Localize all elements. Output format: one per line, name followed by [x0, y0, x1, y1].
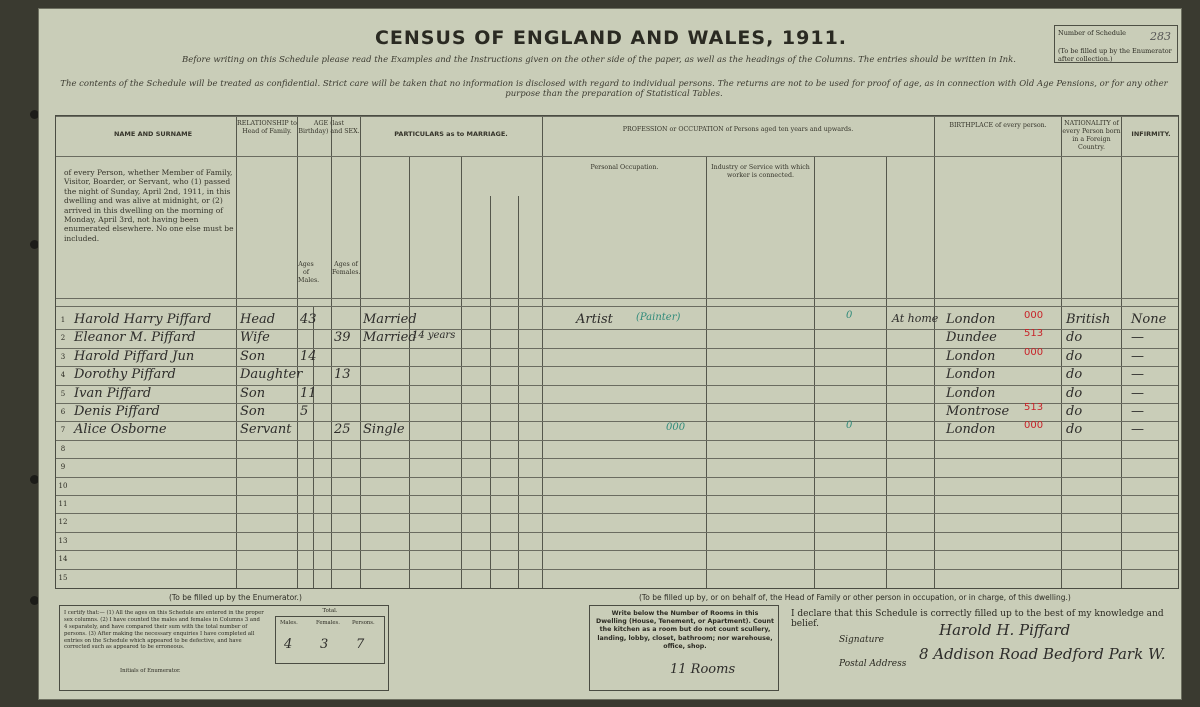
- code: 000: [1024, 346, 1044, 358]
- age-male: 11: [300, 385, 317, 401]
- birthplace: Montrose: [946, 404, 1010, 419]
- row-number: 5: [60, 389, 66, 398]
- row-line: [56, 366, 1178, 367]
- row-number: 10: [58, 481, 68, 490]
- infirmity: —: [1131, 385, 1144, 401]
- age-male: 14: [300, 348, 317, 364]
- total-title: Total.: [322, 608, 338, 614]
- males-label: Males.: [280, 620, 298, 626]
- person-name: Eleanor M. Piffard: [74, 330, 196, 346]
- census-table: [55, 115, 1179, 589]
- row-line: [56, 421, 1178, 422]
- relationship: Son: [240, 404, 266, 419]
- infirmity: —: [1131, 348, 1144, 364]
- code: 513: [1024, 328, 1044, 340]
- schedule-sub: (To be filled up by the Enumerator after collection.): [1058, 47, 1172, 63]
- initials-label: Initials of Enumerator.: [120, 668, 181, 674]
- nationality: do: [1066, 385, 1083, 401]
- address-label: Postal Address: [839, 659, 907, 669]
- header-males: Ages of Males.: [298, 261, 320, 284]
- person-name: Harold Piffard Jun: [74, 348, 195, 364]
- signature: Harold H. Piffard: [939, 621, 1071, 639]
- header-name-sub: of every Person, whether Member of Family, Visitor, Boarder, or Servant, who (1) passed the night of Sunday, April 2nd, 1911, in this dwelling and was alive at midnight, or (2) arrived in this dwelling on the morning of Monday, April 3rd, not having been enumerated elsewhere. No one else must be included.: [64, 168, 234, 243]
- certify-text: I certify that:— (1) All the ages on this Schedule are entered in the proper sex columns. (2) I have counted the males and females in Columns 3 and 4 separately, and have compared their sum with the total number of persons. (3) After making the necessary enquiries I have completed all entries on the Schedule which appeared to be defective, and have corrected such as appeared to be erroneous.: [64, 610, 264, 651]
- enumerator-label: (To be filled up by the Enumerator.): [169, 593, 302, 602]
- row-number: 14: [58, 555, 68, 564]
- rooms-value: 11 Rooms: [670, 662, 736, 677]
- row-line: [56, 550, 1178, 551]
- code: 000: [1024, 310, 1044, 321]
- row-number: 8: [60, 444, 66, 453]
- nationality: British: [1066, 312, 1111, 327]
- person-name: Harold Harry Piffard: [74, 312, 212, 327]
- relationship: Servant: [240, 422, 292, 438]
- row-number: 12: [58, 518, 68, 527]
- row-line: [56, 569, 1178, 570]
- header-females: Ages of Females.: [332, 261, 361, 276]
- nationality: do: [1066, 330, 1083, 346]
- infirmity: None: [1131, 312, 1167, 327]
- signature-label: Signature: [839, 635, 885, 645]
- person-name: Denis Piffard: [74, 404, 160, 419]
- totals-table: [275, 616, 385, 664]
- enumerator-box: [59, 605, 389, 691]
- code: 000: [1024, 420, 1044, 432]
- marital-status: Married: [363, 312, 417, 327]
- row-line: [56, 458, 1178, 459]
- header-age: AGE (last Birthday) and SEX.: [298, 120, 360, 135]
- confidential-note: The contents of the Schedule will be treated as confidential. Strict care will be taken that no information is disclosed with regard to individual persons. The returns are not to be used for proof of age, as in connection with Old Age Pensions, or for any other purpose than the preparation of Statistical Tables.: [60, 79, 1168, 99]
- relationship: Head: [240, 312, 276, 327]
- header-profession: PROFESSION or OCCUPATION of Persons aged ten years and upwards.: [622, 126, 854, 133]
- row-number: 15: [58, 573, 68, 582]
- age-female: 39: [334, 330, 351, 346]
- relationship: Daughter: [240, 367, 303, 383]
- row-line: [56, 513, 1178, 514]
- infirmity: —: [1131, 330, 1144, 346]
- females-label: Females.: [316, 620, 340, 626]
- row-number: 6: [60, 408, 66, 416]
- row-number: 4: [60, 371, 66, 380]
- birthplace: London: [946, 385, 996, 401]
- total-females: 3: [320, 637, 329, 652]
- row-number: 7: [60, 426, 66, 435]
- status-code: 0: [846, 310, 853, 321]
- occupation: Artist: [576, 312, 613, 327]
- persons-label: Persons.: [352, 620, 375, 626]
- birthplace: London: [946, 422, 996, 438]
- row-line: [56, 385, 1178, 386]
- row-number: 1: [60, 316, 66, 324]
- age-male: 5: [300, 404, 309, 419]
- total-persons: 7: [356, 637, 365, 652]
- years-married: 14 years: [412, 330, 456, 342]
- header-infirmity: INFIRMITY.: [1131, 130, 1171, 138]
- nationality: do: [1066, 422, 1083, 438]
- birthplace: London: [946, 367, 996, 383]
- relationship: Son: [240, 385, 266, 401]
- row-line: [56, 440, 1178, 441]
- instruction-note: Before writing on this Schedule please read the Examples and the Instructions given on the other side of the paper, as well as the headings of the Columns. The entries should be written in Ink.: [181, 55, 1017, 65]
- occupation-code: 000: [666, 422, 686, 434]
- person-name: Alice Osborne: [74, 422, 167, 438]
- nationality: do: [1066, 348, 1083, 364]
- at-home: At home: [892, 312, 939, 325]
- header-marriage: PARTICULARS as to MARRIAGE.: [394, 130, 508, 138]
- schedule-label: Number of Schedule: [1058, 29, 1127, 37]
- postal-address: 8 Addison Road Bedford Park W.: [919, 645, 1166, 663]
- header-industry: Industry or Service with which worker is connected.: [711, 164, 810, 179]
- marital-status: Married: [363, 330, 417, 346]
- row-number: 2: [60, 334, 66, 343]
- relationship: Son: [240, 348, 266, 364]
- declaration: I declare that this Schedule is correctly filled up to the best of my knowledge and belief.: [791, 609, 1164, 629]
- header-birthplace: BIRTHPLACE of every person.: [949, 122, 1047, 129]
- birthplace: London: [946, 348, 996, 364]
- census-schedule: [38, 8, 1182, 700]
- nationality: do: [1066, 367, 1083, 383]
- row-line: [56, 532, 1178, 533]
- row-line: [56, 329, 1178, 330]
- infirmity: —: [1131, 367, 1144, 383]
- row-number: 11: [58, 500, 68, 508]
- infirmity: —: [1131, 422, 1144, 438]
- row-line: [56, 348, 1178, 349]
- infirmity: —: [1131, 404, 1144, 419]
- person-name: Dorothy Piffard: [74, 367, 176, 383]
- header-nationality: NATIONALITY of every Person born in a Foreign Country.: [1062, 120, 1121, 151]
- nationality: do: [1066, 404, 1083, 419]
- row-line: [56, 495, 1178, 496]
- age-male: 43: [300, 312, 317, 327]
- person-name: Ivan Piffard: [74, 385, 152, 401]
- total-males: 4: [284, 637, 293, 652]
- row-line: [56, 477, 1178, 478]
- rooms-text: Write below the Number of Rooms in this Dwelling (House, Tenement, or Apartment). Count the kitchen as a room but do not count scullery, landing, lobby, closet, bathroom; nor warehouse, office, shop.: [596, 610, 775, 650]
- row-line: [56, 403, 1178, 404]
- birthplace: Dundee: [946, 330, 997, 346]
- page-title: CENSUS OF ENGLAND AND WALES, 1911.: [374, 27, 848, 49]
- age-female: 25: [334, 422, 351, 438]
- header-relationship: RELATIONSHIP to Head of Family.: [237, 120, 297, 135]
- row-number: 3: [60, 352, 66, 361]
- schedule-number-box: [1054, 25, 1178, 63]
- header-personal-occupation: Personal Occupation.: [590, 164, 659, 171]
- marital-status: Single: [363, 422, 405, 438]
- schedule-number: 283: [1150, 30, 1171, 43]
- code: 513: [1024, 402, 1044, 413]
- row-number: 9: [60, 463, 66, 472]
- rooms-box: [589, 605, 779, 691]
- occupation-code: (Painter): [636, 312, 681, 323]
- age-female: 13: [334, 367, 351, 383]
- head-label: (To be filled up by, or on behalf of, the Head of Family or other person in occupation, or in charge, of this dwelling.): [639, 593, 1071, 602]
- relationship: Wife: [240, 330, 270, 346]
- header-name: NAME AND SURNAME: [113, 130, 193, 138]
- birthplace: London: [946, 312, 996, 327]
- row-number: 13: [58, 536, 68, 545]
- status-code: 0: [846, 420, 853, 432]
